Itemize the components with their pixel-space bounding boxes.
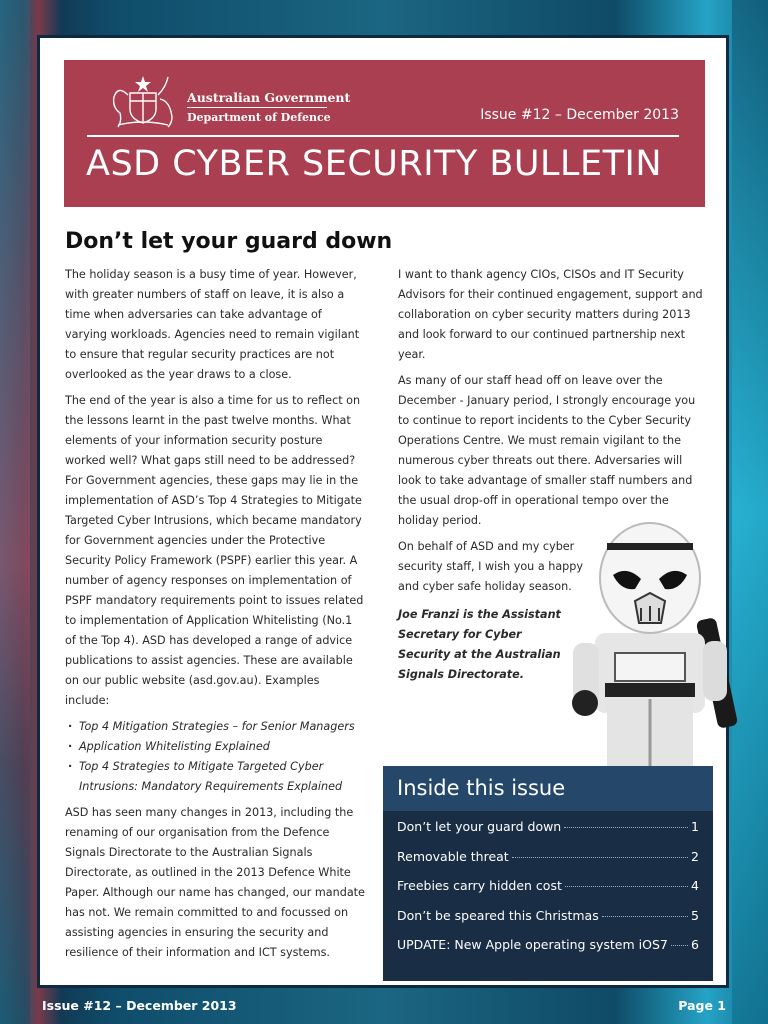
department-name: Department of Defence (187, 111, 331, 124)
toc-leader (512, 857, 688, 858)
toc-leader (671, 945, 688, 946)
toc-page: 4 (691, 878, 699, 893)
masthead (64, 60, 705, 207)
article-headline: Don’t let your guard down (65, 229, 393, 254)
toc-title: Removable threat (397, 848, 509, 864)
inside-this-issue-box (383, 766, 713, 981)
toc-page: 6 (691, 937, 699, 952)
stormtrooper-figure-image (555, 513, 745, 773)
toc-page: 2 (691, 848, 699, 864)
toc-leader (564, 827, 688, 828)
toc-item[interactable] (397, 819, 699, 849)
table-of-contents (383, 811, 713, 967)
toc-leader (602, 916, 688, 917)
org-name: Australian Government (187, 90, 351, 105)
footer-issue: Issue #12 – December 2013 (42, 998, 237, 1013)
article-paragraph: As many of our staff head off on leave over the December - January period, I strongly encourage you to continue to report incidents to the Cyber Security Operations Centre. We must remain vigilant to the numerous cyber threats out there. Adversaries will look to take advantage of smaller staff numbers and the usual drop-off in operational tempo over the holiday period. (398, 374, 696, 527)
org-divider (187, 107, 327, 108)
masthead-rule (87, 135, 679, 137)
toc-title: Don’t let your guard down (397, 819, 562, 834)
article-left-column (65, 265, 365, 969)
list-item: · Application Whitelisting Explained (65, 737, 365, 757)
coat-of-arms-icon (108, 73, 178, 129)
toc-title: UPDATE: New Apple operating system iOS7 (397, 937, 668, 952)
article-paragraph: The end of the year is also a time for us to reflect on the lessons learnt in the past twelve months. What elements of your information security posture worked well? What gaps still need to be addressed? For Government agencies, these gaps may lie in the implementation of ASD’s Top 4 Strategies to Mitigate Targeted Cyber Intrusions, which became mandatory for Government agencies under the Protective Security Policy Framework (PSPF) earlier this year. A number of agency responses on implementation of PSPF mandatory requirements point to issues related to implementation of Application Whitelisting (No.1 of the Top 4). ASD has developed a range of advice publications to assist agencies. These are available on our public website (asd.gov.au). Examples include: (65, 394, 364, 707)
toc-item[interactable] (397, 878, 699, 908)
publication-list (65, 717, 365, 797)
article-paragraph: The holiday season is a busy time of year. However, with greater numbers of staff on leave, it is also a time when adversaries can take advantage of varying workloads. Agencies need to remain vigilant to ensure that regular security practices are not overlooked as the year draws to a close. (65, 268, 360, 381)
toc-page: 1 (691, 819, 699, 834)
toc-page: 5 (691, 907, 699, 923)
author-signoff: Joe Franzi is the Assistant Secretary for Cyber Security at the Australian Signals Directorate. (398, 608, 561, 681)
footer-page-number: Page 1 (678, 998, 726, 1013)
background-streak (0, 0, 30, 1024)
background-streak (732, 0, 768, 1024)
toc-title: Freebies carry hidden cost (397, 878, 562, 893)
article-paragraph: ASD has seen many changes in 2013, including the renaming of our organisation from the Defence Signals Directorate to the Australian Signals Directorate, as outlined in the 2013 Defence White Paper. Although our name has changed, our mandate has not. We remain committed to and focussed on assisting agencies in ensuring the security and resilience of their information and ICT systems. (65, 806, 365, 959)
toc-item[interactable] (397, 849, 699, 879)
toc-item[interactable] (397, 908, 699, 938)
list-item: · Top 4 Mitigation Strategies – for Senior Managers (65, 717, 365, 737)
article-paragraph: On behalf of ASD and my cyber security staff, I wish you a happy and cyber safe holiday season. (398, 540, 583, 593)
issue-label: Issue #12 – December 2013 (480, 107, 679, 123)
inside-heading: Inside this issue (383, 766, 713, 811)
toc-title: Don’t be speared this Christmas (397, 907, 599, 923)
toc-leader (565, 886, 688, 887)
bulletin-title: ASD CYBER SECURITY BULLETIN (86, 144, 663, 184)
article-paragraph: I want to thank agency CIOs, CISOs and IT Security Advisors for their continued engagement, support and collaboration on cyber security matters during 2013 and look forward to our continued partnership next year. (398, 268, 703, 361)
toc-item[interactable] (397, 937, 699, 967)
bulletin-page (37, 35, 729, 988)
list-item: · Top 4 Strategies to Mitigate Targeted Cyber Intrusions: Mandatory Requirements Explained (65, 757, 365, 797)
